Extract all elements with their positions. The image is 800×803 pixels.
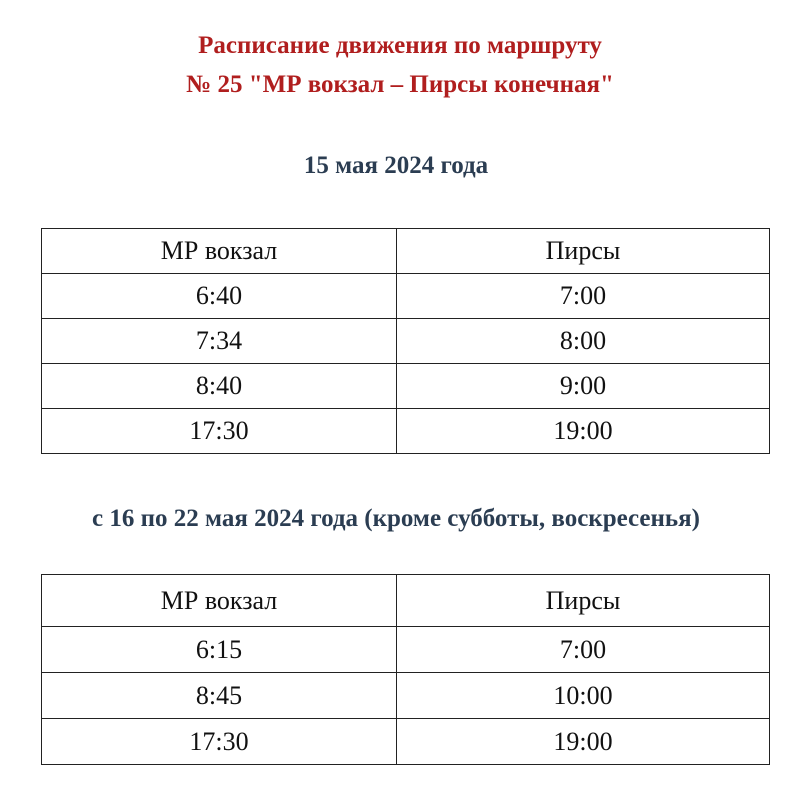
schedule-date-heading: с 16 по 22 мая 2024 года (кроме субботы, воскресенья) xyxy=(91,505,700,532)
column-header-arrival: Пирсы xyxy=(397,575,770,627)
table-row xyxy=(42,364,770,409)
table-row xyxy=(42,274,770,319)
table-row xyxy=(42,673,770,719)
table-row xyxy=(42,719,770,765)
column-header-departure: МР вокзал xyxy=(42,575,397,627)
table-row xyxy=(42,627,770,673)
table-row xyxy=(42,409,770,454)
departure-time: 6:40 xyxy=(42,274,397,319)
schedule-title-line-1: Расписание движения по маршруту xyxy=(198,32,602,59)
arrival-time: 7:00 xyxy=(397,627,770,673)
arrival-time: 19:00 xyxy=(397,719,770,765)
departure-time: 6:15 xyxy=(42,627,397,673)
departure-time: 7:34 xyxy=(42,319,397,364)
column-header-departure: МР вокзал xyxy=(42,229,397,274)
arrival-time: 9:00 xyxy=(397,364,770,409)
arrival-time: 8:00 xyxy=(397,319,770,364)
arrival-time: 19:00 xyxy=(397,409,770,454)
schedule-table xyxy=(41,574,770,765)
table-header-row xyxy=(42,229,770,274)
departure-time: 17:30 xyxy=(42,409,397,454)
schedule-table xyxy=(41,228,770,454)
arrival-time: 10:00 xyxy=(397,673,770,719)
departure-time: 8:40 xyxy=(42,364,397,409)
column-header-arrival: Пирсы xyxy=(397,229,770,274)
table-header-row xyxy=(42,575,770,627)
schedule-date-heading: 15 мая 2024 года xyxy=(303,152,489,179)
schedule-title-line-2: № 25 "МР вокзал – Пирсы конечная" xyxy=(186,71,614,98)
departure-time: 8:45 xyxy=(42,673,397,719)
departure-time: 17:30 xyxy=(42,719,397,765)
table-row xyxy=(42,319,770,364)
arrival-time: 7:00 xyxy=(397,274,770,319)
